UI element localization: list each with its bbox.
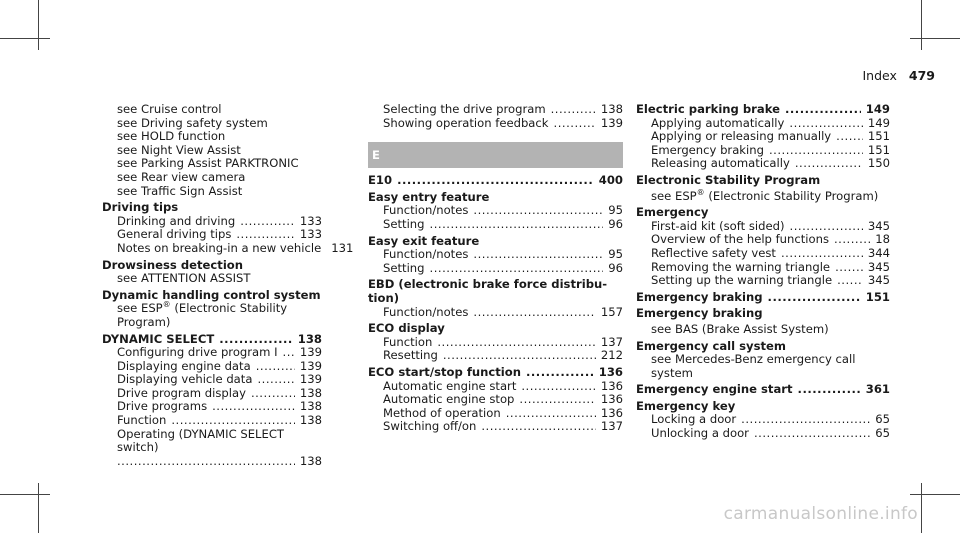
dot-leader (397, 174, 594, 188)
dot-leader (785, 103, 861, 117)
index-subentry (636, 274, 890, 288)
entry-label: Setting (383, 260, 425, 275)
index-subentry (102, 185, 322, 199)
dot-leader (437, 336, 596, 350)
entry-label: see Rear view camera (117, 169, 246, 184)
entry-label: Emergency braking (636, 306, 763, 321)
index-column-1 (102, 102, 354, 468)
index-subentry (636, 157, 890, 171)
index-subentry (636, 427, 890, 441)
entry-label: Automatic engine start (383, 378, 517, 393)
dot-leader (521, 380, 595, 394)
entry-label: Function/notes (383, 203, 469, 218)
dot-leader (834, 233, 870, 247)
index-subentry (102, 414, 322, 428)
page-ref: 344 (867, 245, 890, 260)
dot-leader (781, 247, 863, 261)
index-subentry (102, 455, 322, 469)
index-subentry (102, 228, 322, 242)
dot-leader (430, 262, 604, 276)
index-subentry (368, 248, 623, 262)
index-subentry (368, 420, 623, 434)
dot-leader (117, 455, 295, 469)
index-subentry (102, 171, 322, 185)
registered-mark: ® (162, 300, 171, 310)
entry-label: ECO start/stop function (368, 364, 521, 379)
entry-label: Setting (383, 216, 425, 231)
dot-leader (769, 144, 863, 158)
entry-label: Emergency braking (636, 289, 763, 304)
crop-mark (0, 38, 50, 39)
index-subentry (368, 380, 623, 394)
entry-label: DYNAMIC SELECT (102, 331, 215, 346)
page-ref: 133 (299, 227, 322, 242)
entry-label: Overview of the help functions (651, 232, 829, 247)
index-entry (368, 191, 623, 205)
entry-label: Operating (DYNAMIC SELECT switch) (117, 426, 284, 455)
crop-mark (0, 494, 50, 495)
dot-leader (473, 248, 603, 262)
entry-label: Method of operation (383, 405, 501, 420)
entry-label: see BAS (Brake Assist System) (651, 321, 829, 336)
entry-label-cont: (Electronic Stability Program) (117, 301, 288, 329)
index-subentry (102, 400, 322, 414)
entry-label: Switching off/on (383, 419, 477, 434)
entry-label: Electric parking brake (636, 102, 780, 116)
entry-label: Function (117, 413, 167, 428)
entry-label: Resetting (383, 348, 438, 363)
page-ref: 138 (297, 331, 322, 346)
index-subentry (636, 353, 890, 380)
dot-leader (798, 383, 861, 397)
index-subentry (368, 407, 623, 421)
index-subentry (368, 336, 623, 350)
watermark: carmanualsonline.info (723, 504, 918, 524)
entry-label: Driving tips (102, 200, 179, 215)
index-column-3 (636, 103, 890, 441)
dot-leader (256, 360, 295, 374)
index-subentry (102, 387, 322, 401)
page-ref: 150 (867, 156, 890, 171)
index-entry (636, 307, 890, 321)
entry-label: Selecting the drive program (383, 102, 546, 116)
crop-mark (910, 494, 960, 495)
index-subentry (102, 346, 322, 360)
crop-mark (38, 0, 39, 50)
page-ref: 138 (299, 385, 322, 400)
dot-leader (741, 413, 870, 427)
index-subentry (368, 349, 623, 363)
page-ref: 136 (598, 364, 623, 379)
index-subentry (102, 428, 322, 455)
page-ref: 345 (867, 259, 890, 274)
crop-mark (921, 483, 922, 533)
index-entry (636, 291, 890, 305)
page-ref: 138 (600, 102, 623, 116)
index-subentry (102, 240, 354, 256)
entry-label: Displaying engine data (117, 358, 251, 373)
entry-label: see Parking Assist PARKTRONIC (117, 156, 299, 171)
page-ref: 137 (600, 419, 623, 434)
page-ref: 18 (875, 232, 890, 247)
index-column-2 (368, 103, 623, 434)
entry-label: ECO display (368, 321, 445, 336)
entry-label: Easy entry feature (368, 189, 490, 204)
entry-label: see Mercedes-Benz emergency call system (651, 352, 856, 380)
page-ref: 400 (598, 173, 623, 188)
index-subentry (102, 373, 322, 387)
dot-leader (836, 130, 863, 144)
entry-label: Drowsiness detection (102, 257, 244, 272)
page-ref: 139 (299, 358, 322, 373)
entry-label: Emergency engine start (636, 382, 793, 397)
page-ref: 65 (875, 412, 890, 427)
index-entry (368, 292, 623, 306)
index-subentry (102, 103, 322, 117)
entry-label: Emergency call system (636, 338, 786, 353)
entry-label: Emergency (636, 205, 709, 220)
entry-label: Notes on breaking-in a new vehicle (117, 240, 322, 255)
dot-leader (283, 346, 295, 360)
entry-label: see Traffic Sign Assist (117, 183, 243, 198)
crop-mark (910, 38, 960, 39)
dot-leader (790, 220, 863, 234)
index-subentry (102, 144, 322, 158)
index-subentry (368, 218, 623, 232)
entry-label-cont: (Electronic Stability Program) (704, 188, 879, 203)
index-subentry (368, 262, 623, 276)
entry-label: EBD (electronic brake force distribu- (368, 277, 608, 292)
page-ref: 133 (299, 213, 322, 228)
index-entry (102, 333, 322, 347)
entry-label: Drive programs (117, 399, 208, 414)
dot-leader (754, 427, 870, 441)
page-ref: 149 (867, 115, 890, 130)
page-ref: 136 (600, 378, 623, 393)
entry-label: Removing the warning triangle (651, 259, 831, 274)
entry-label: see ESP (651, 188, 697, 203)
index-subentry (636, 144, 890, 158)
entry-label: First-aid kit (soft sided) (651, 218, 785, 233)
index-subentry (636, 247, 890, 261)
index-subentry (636, 323, 890, 337)
entry-label: Applying or releasing manually (651, 129, 832, 144)
dot-leader (251, 387, 295, 401)
entry-label: Emergency braking (651, 142, 764, 157)
crop-mark (921, 0, 922, 50)
entry-label: Emergency key (636, 398, 736, 413)
page-ref: 138 (299, 399, 322, 414)
index-subentry (368, 103, 623, 117)
index-entry (368, 366, 623, 380)
dot-leader (526, 366, 594, 380)
page-ref: 345 (867, 218, 890, 233)
index-subentry (102, 117, 322, 131)
index-entry (636, 383, 890, 397)
entry-label: see ATTENTION ASSIST (117, 271, 251, 286)
page-ref: 139 (299, 345, 322, 360)
dot-leader (171, 414, 295, 428)
dot-leader (257, 373, 294, 387)
entry-label: Displaying vehicle data (117, 372, 253, 387)
index-subentry (368, 204, 623, 218)
index-entry (102, 201, 322, 215)
dot-leader (837, 274, 863, 288)
page-ref: 151 (867, 142, 890, 157)
index-subentry (102, 130, 322, 144)
entry-label: Function/notes (383, 304, 469, 319)
page-number: 479 (908, 68, 935, 83)
entry-label: Automatic engine stop (383, 392, 515, 407)
page-ref: 139 (600, 115, 623, 130)
index-entry (636, 206, 890, 220)
crop-mark (38, 483, 39, 533)
page-ref: 95 (608, 247, 623, 262)
dot-leader (240, 215, 295, 229)
entry-label: Releasing automatically (651, 156, 790, 171)
dot-leader (236, 228, 294, 242)
index-entry (368, 174, 623, 188)
dot-leader (768, 291, 861, 305)
page-ref: 95 (608, 203, 623, 218)
entry-label: Setting up the warning triangle (651, 273, 833, 288)
index-subentry (102, 272, 322, 286)
dot-leader (430, 218, 604, 232)
page-ref: 151 (865, 289, 890, 304)
entry-label: General driving tips (117, 227, 232, 242)
index-subentry (636, 187, 890, 204)
index-entry (636, 174, 890, 188)
entry-label: Applying automatically (651, 115, 785, 130)
index-subentry (102, 215, 322, 229)
dot-leader (789, 117, 862, 131)
entry-label: E10 (368, 173, 393, 188)
index-entry (368, 322, 623, 336)
index-subentry (368, 393, 623, 407)
dot-leader (795, 157, 863, 171)
index-subentry (636, 130, 890, 144)
dot-leader (219, 333, 293, 347)
entry-label: see Night View Assist (117, 142, 241, 157)
index-entry (102, 259, 322, 273)
page-ref: 96 (608, 260, 623, 275)
page-ref: 131 (331, 240, 354, 255)
entry-label: Drive program display (117, 385, 246, 400)
page-ref: 212 (600, 348, 623, 363)
page-ref: 361 (865, 382, 890, 397)
page-ref: 138 (299, 413, 322, 428)
section-letter: E (368, 142, 623, 168)
dot-leader (212, 400, 295, 414)
entry-label: Function/notes (383, 247, 469, 262)
index-subentry (636, 220, 890, 234)
page-header (862, 68, 935, 83)
index-entry (636, 400, 890, 414)
page-ref: 345 (867, 273, 890, 288)
dot-leader (473, 204, 603, 218)
entry-label: see HOLD function (117, 129, 226, 144)
entry-label: see Cruise control (117, 102, 222, 116)
entry-label: tion) (368, 290, 400, 305)
dot-leader (506, 407, 596, 421)
dot-leader (835, 261, 863, 275)
section-title: Index (862, 68, 897, 83)
page-ref: 149 (865, 102, 890, 116)
entry-label: Locking a door (651, 412, 737, 427)
entry-label: Electronic Stability Program (636, 172, 821, 187)
dot-leader (519, 393, 595, 407)
index-subentry (102, 302, 322, 329)
dot-leader (551, 103, 596, 117)
entry-label: see ESP (117, 301, 163, 316)
index-entry (636, 340, 890, 354)
entry-label: see Driving safety system (117, 115, 268, 130)
page-ref: 65 (875, 426, 890, 441)
dot-leader (443, 349, 596, 363)
index-subentry (102, 360, 322, 374)
entry-label: Drinking and driving (117, 213, 236, 228)
page-ref: 136 (600, 392, 623, 407)
entry-label: Unlocking a door (651, 426, 749, 441)
index-subentry (636, 413, 890, 427)
entry-label: Easy exit feature (368, 233, 480, 248)
index-subentry (636, 261, 890, 275)
index-subentry (636, 117, 890, 131)
entry-label: Configuring drive program I (117, 345, 278, 360)
index-subentry (102, 157, 322, 171)
index-entry (636, 103, 890, 117)
entry-label: Showing operation feedback (383, 115, 549, 130)
dot-leader (473, 306, 595, 320)
registered-mark: ® (696, 187, 705, 197)
index-entry (368, 278, 623, 292)
index-subentry (368, 306, 623, 320)
entry-label: Reflective safety vest (651, 245, 776, 260)
index-entry (368, 235, 623, 249)
page-ref: 151 (867, 129, 890, 144)
index-subentry (636, 233, 890, 247)
page-ref: 137 (600, 334, 623, 349)
entry-label: Dynamic handling control system (102, 287, 321, 302)
index-subentry (368, 117, 623, 131)
page-ref: 138 (299, 453, 322, 468)
dot-leader (481, 420, 595, 434)
dot-leader (554, 117, 596, 131)
page-ref: 136 (600, 405, 623, 420)
page-ref: 157 (600, 304, 623, 319)
page-ref: 96 (608, 216, 623, 231)
page-ref: 139 (299, 372, 322, 387)
entry-label: Function (383, 334, 433, 349)
